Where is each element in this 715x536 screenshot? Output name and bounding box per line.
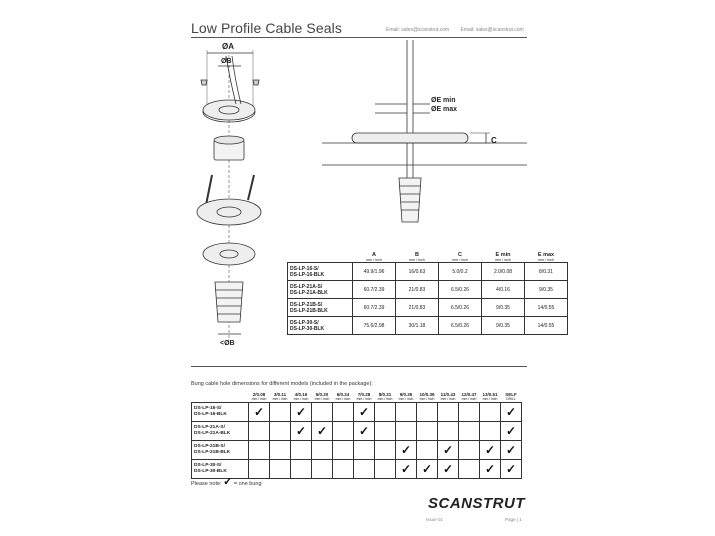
bung-cell [270,441,291,460]
value-cell: 30/1.18 [396,317,439,335]
label-dia-e-max: ØE max [431,106,458,113]
bung-cell [501,441,522,460]
table-row [192,441,522,460]
bung-cell [249,403,270,422]
value-cell: 9/0.35 [525,281,568,299]
bung-cell [375,403,396,422]
bung-header: 12/0.47 mm / inch [461,392,477,401]
bung-caption: Bung cable hole dimensions for different models (included in the package): [191,381,373,387]
bung-header: SELF DRILL [505,392,517,401]
bung-header: 3/0.11 mm / inch [272,392,288,401]
note-suffix: = one bung [233,481,262,487]
email-2: Email: sales@scanstrut.com [460,27,524,33]
bung-cell [417,460,438,479]
tick-icon: ✓ [400,443,412,457]
value-cell: 6.5/0.26 [439,281,482,299]
bung-header: 5/0.20 mm / inch [314,392,330,401]
section-divider [191,366,527,367]
value-cell: 14/0.55 [525,299,568,317]
dims-header: A mm / inch [366,252,382,262]
bung-cell [291,460,312,479]
bung-header: 9/0.35 mm / inch [398,392,414,401]
bung-cell [333,460,354,479]
dims-header: E max mm / inch [537,252,555,262]
tick-icon: ✓ [358,424,370,438]
model-cell: DS-LP-30-S/ DS-LP-30-BLK [192,460,249,479]
bung-cell [375,441,396,460]
value-cell: 2.0/0.08 [482,263,525,281]
dims-header: E min mm / inch [495,252,511,262]
bung-cell [312,403,333,422]
bung-cell [480,422,501,441]
table-row [288,263,568,281]
bung-cell [291,422,312,441]
bung-cell [375,422,396,441]
tick-icon: ✓ [253,405,265,419]
bung-cell [480,403,501,422]
bung-cell [459,460,480,479]
tick-icon: ✓ [484,443,496,457]
bung-header: 11/0.43 mm / inch [440,392,456,401]
model-cell: DS-LP-16-S/ DS-LP-16-BLK [288,263,353,281]
tick-icon: ✓ [295,424,307,438]
value-cell: 14/0.55 [525,317,568,335]
bung-cell [270,403,291,422]
table-row [288,317,568,335]
tick-icon: ✓ [484,462,496,476]
value-cell: 75.6/2.98 [353,317,396,335]
model-cell: DS-LP-16-S/ DS-LP-16-BLK [192,403,249,422]
bung-cell [291,403,312,422]
value-cell: 8/0.31 [525,263,568,281]
bung-cell [333,422,354,441]
bung-cell [249,441,270,460]
bung-cell [480,460,501,479]
bung-cell [438,441,459,460]
value-cell: 21/0.83 [396,281,439,299]
bung-cell [354,422,375,441]
bung-cell [501,403,522,422]
bung-cell [396,403,417,422]
tick-icon: ✓ [421,462,433,476]
bung-cell [417,441,438,460]
tick-icon: ✓ [400,462,412,476]
bung-cell [333,403,354,422]
label-c: C [491,136,497,145]
table-row [192,422,522,441]
bung-header: 8/0.31 mm / inch [377,392,393,401]
value-cell: 21/0.83 [396,299,439,317]
bung-cell [354,403,375,422]
value-cell: 9/0.35 [482,317,525,335]
bung-cell [438,422,459,441]
dimensions-table [287,252,568,335]
bung-cell [501,422,522,441]
issue-label: Issue 01 [426,517,444,522]
table-row [288,281,568,299]
bung-cell [417,422,438,441]
bung-header: 2/0.08 mm / inch [251,392,267,401]
value-cell: 60.7/2.39 [353,299,396,317]
table-row [288,299,568,317]
model-cell: DS-LP-21B-S/ DS-LP-21B-BLK [192,441,249,460]
page-title: Low Profile Cable Seals [191,20,342,36]
tick-icon: ✓ [505,462,517,476]
bung-cell [501,460,522,479]
bung-cell [270,460,291,479]
value-cell: 16/0.63 [396,263,439,281]
bung-cell [312,422,333,441]
bung-header: 7/0.28 mm / inch [356,392,372,401]
bung-cell [459,441,480,460]
label-dia-b: ØB [221,58,232,65]
value-cell: 49.9/1.96 [353,263,396,281]
dims-header: B mm / inch [409,252,425,262]
tick-icon: ✓ [223,476,233,488]
bung-cell [480,441,501,460]
tick-icon: ✓ [442,462,454,476]
tick-icon: ✓ [358,405,370,419]
value-cell: 5.0/0.2 [439,263,482,281]
label-dia-e-min: ØE min [431,97,456,104]
bung-cell [312,460,333,479]
tick-icon: ✓ [442,443,454,457]
value-cell: 9/0.35 [482,299,525,317]
bung-cell [249,422,270,441]
bung-header: 13/0.51 mm / inch [482,392,498,401]
brand-logo: SCANSTRUT [428,495,525,512]
model-cell: DS-LP-30-S/ DS-LP-30-BLK [288,317,353,335]
tick-icon: ✓ [316,424,328,438]
bung-cell [354,460,375,479]
bung-cell [438,403,459,422]
bung-cell [438,460,459,479]
bung-cell [396,441,417,460]
bung-cell [291,441,312,460]
tick-icon: ✓ [295,405,307,419]
bung-cell [459,422,480,441]
label-dia-a: ØA [222,42,234,51]
bung-header: 4/0.16 mm / inch [293,392,309,401]
bung-cell [375,460,396,479]
bung-cell [312,441,333,460]
bung-table [191,392,522,479]
dims-header: C mm / inch [452,252,468,262]
bung-cell [396,422,417,441]
tick-icon: ✓ [505,424,517,438]
value-cell: 6.5/0.26 [439,299,482,317]
bung-header: 10/0.39 mm / inch [419,392,435,401]
table-row [192,403,522,422]
page-number: Page | 1 [505,517,522,522]
value-cell: 4/0.16 [482,281,525,299]
bung-cell [333,441,354,460]
bung-cell [459,403,480,422]
model-cell: DS-LP-21A-S/ DS-LP-21A-BLK [288,281,353,299]
bung-cell [354,441,375,460]
value-cell: 60.7/2.39 [353,281,396,299]
bung-header: 6/0.24 mm / inch [335,392,351,401]
tick-icon: ✓ [505,405,517,419]
bung-cell [270,422,291,441]
tick-note [191,476,262,488]
model-cell: DS-LP-21B-S/ DS-LP-21B-BLK [288,299,353,317]
bung-cell [396,460,417,479]
model-cell: DS-LP-21A-S/ DS-LP-21A-BLK [192,422,249,441]
value-cell: 6.5/0.26 [439,317,482,335]
tick-icon: ✓ [505,443,517,457]
email-1: Email: sales@scanstrut.com [386,27,450,33]
note-prefix: Please note: [191,481,222,487]
bung-cell [417,403,438,422]
label-dia-b-bottom: <ØB [220,340,235,347]
